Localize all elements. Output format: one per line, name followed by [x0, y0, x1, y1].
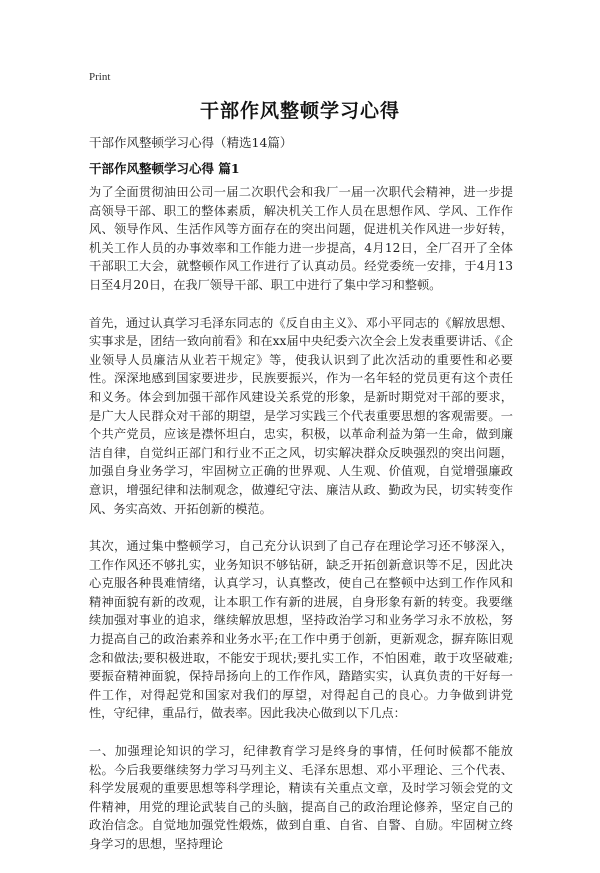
- page-title: 干部作风整顿学习心得: [199, 100, 400, 122]
- paragraph: 一、加强理论知识的学习，纪律教育学习是终身的事情，任何时候都不能放松。今后我要继续努力学习马列主义、毛泽东思想、邓小平理论、三个代表、科学发展观的重要思想等科学理论，精读有关重点文章，及时学习领会党的文件精神，用党的理论武装自己的头脑，提高自己的政治理论修养，坚定自己的政治信念。自觉地加强党性煅炼，做到自重、自省、自警、自励。牢固树立终身学习的思想，坚持理论: [89, 744, 513, 851]
- paragraph: 其次，通过集中整顿学习，自己充分认识到了自己存在理论学习还不够深入，工作作风还不够扎实，业务知识不够钻研，缺乏开拓创新意识等不足，因此决心克服各种畏难情绪，认真学习，认真整改，使自己在整顿中达到工作作风和精神面貌有新的改观，让本职工作有新的进展，自身形象有新的转变。我要继续加强对事业的追求，继续解放思想，坚持政治学习和业务学习永不放松，努力提高自己的政治素养和业务水平;在工作中勇于创新，更新观念，摒弃陈旧观念和做法;要积极进取，不能安于现状;要扎实工作，不怕困难，敢于攻坚破难;要振奋精神面貌，保持昂扬向上的工作作风，踏踏实实，认真负责的干好每一件工作，对得起党和国家对我们的厚望，对得起自己的良心。力争做到讲党性，守纪律，重品行，做表率。因此我决心做到以下几点：: [89, 539, 513, 721]
- paragraph: 首先，通过认真学习毛泽东同志的《反自由主义》、邓小平同志的《解放思想、实事求是，团结一致向前看》和在xx届中央纪委六次全会上发表重要讲话、《企业领导人员廉洁从业若干规定》等，使我认识到了此次活动的重要性和必要性。深深地感到国家要进步，民族要振兴，作为一名年轻的党员更有这个责任和义务。体会到加强干部作风建设关系党的形象，是新时期党对干部的要求，是广大人民群众对干部的期望，是学习实践三个代表重要思想的客观需要。一个共产党员，应该是襟怀坦白，忠实，积极，以革命利益为第一生命，做到廉洁自律，自觉纠正部门和行业不正之风，切实解决群众反映强烈的突出问题，加强自身业务学习，牢固树立正确的世界观、人生观、价值观，自觉增强廉政意识，增强纪律和法制观念，做遵纪守法、廉洁从政、勤政为民，切实转变作风、务实高效、开拓创新的模范。: [89, 315, 513, 516]
- document-subtitle: 干部作风整顿学习心得（精选14篇）: [89, 135, 293, 150]
- paragraph: 为了全面贯彻油田公司一届二次职代会和我厂一届一次职代会精神，进一步提高领导干部、职工的整体素质，解决机关工作人员在思想作风、学风、工作作风、领导作风、生活作风等方面存在的突出问题，促进机关作风进一步好转，机关工作人员的办事效率和工作能力进一步提高，4月12日，全厂召开了全体干部职工大会，就整顿作风工作进行了认真动员。经党委统一安排，于4月13日至4月20日，在我厂领导干部、职工中进行了集中学习和整顿。: [89, 185, 513, 292]
- article-body: [89, 183, 513, 873]
- section-heading: 干部作风整顿学习心得 篇1: [89, 161, 240, 176]
- print-link[interactable]: Print: [89, 71, 111, 83]
